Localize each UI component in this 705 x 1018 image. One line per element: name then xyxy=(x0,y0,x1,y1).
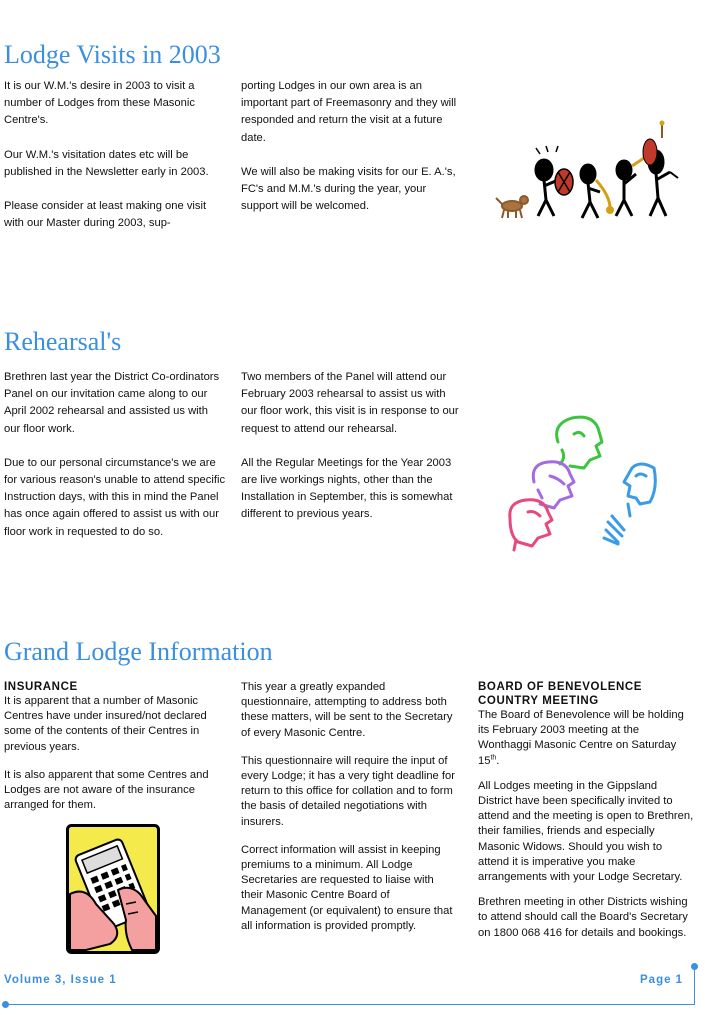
footer-divider-vertical xyxy=(694,966,695,1004)
insurance-heading: INSURANCE xyxy=(4,681,78,693)
section-title-rehearsals: Rehearsal's xyxy=(4,327,122,356)
ordinal-suffix: th xyxy=(490,753,497,761)
board-heading-line-2: COUNTRY MEETING xyxy=(478,695,599,707)
paragraph: Please consider at least making one visit with our Master during 2003, sup- xyxy=(4,200,207,230)
grand-column-3 xyxy=(478,680,694,941)
section-title-lodge-visits: Lodge Visits in 2003 xyxy=(4,40,221,69)
paragraph: All Lodges meeting in the Gippsland District have been specifically invited to attend and the meeting is open to Brethren, their families, friends and especially Masonic Widows. Should you wish to attend it is imperative you make arrangements with your Lodge Secretary. xyxy=(478,779,694,884)
paragraph: This questionnaire will require the input of every Lodge; it has a very tight deadline for return to this office for collation and to form the basis of detailed negotiations with insurers. xyxy=(241,754,455,828)
paragraph: porting Lodges in our own area is an important part of Freemasonry and they will responded and return the visit at a future date. xyxy=(241,80,457,144)
footer-dot-top-right xyxy=(691,963,698,970)
section-title-grand-lodge: Grand Lodge Information xyxy=(4,637,273,666)
paragraph: It is also apparent that some Centres and Lodges are not aware of the insurance arranged for them. xyxy=(4,768,209,812)
grand-column-1 xyxy=(4,680,226,813)
visits-column-1 xyxy=(4,78,226,232)
paragraph: We will also be making visits for our E. A.'s, FC's and M.M.'s during the year, your support will be welcomed. xyxy=(241,165,456,213)
sentence-end: . xyxy=(496,754,500,767)
paragraph: Our W.M.'s visitation dates etc will be published in the Newsletter early in 2003. xyxy=(4,148,209,178)
paragraph: Two members of the Panel will attend our February 2003 rehearsal to assist us with our floor work, this visit is in response to our request to attend our rehearsal. xyxy=(241,371,459,435)
paragraph xyxy=(478,708,694,769)
paragraph: Brethren meeting in other Districts wishing to attend should call the Board's Secretary on 1800 068 416 for details and bookings. xyxy=(478,896,688,939)
calculator-illustration xyxy=(66,824,160,954)
paragraph: It is apparent that a number of Masonic Centres have under insured/not declared some of the contents of their Centres in previous years. xyxy=(4,695,207,753)
footer-divider xyxy=(5,1004,695,1005)
paragraph: This year a greatly expanded questionnaire, attempting to address both these matters, will be sent to the Secretary of every Masonic Centre. xyxy=(241,681,453,739)
visits-column-2 xyxy=(241,78,459,215)
rehearsal-column-1 xyxy=(4,369,226,541)
board-meeting-text: The Board of Benevolence will be holding its February 2003 meeting at the Wonthaggi Masonic Centre on Saturday 15 xyxy=(478,709,684,767)
footer-volume-issue: Volume 3, Issue 1 xyxy=(4,974,117,986)
paragraph: Brethren last year the District Co-ordinators Panel on our invitation came along to our April 2002 rehearsal and assisted us with our floor work. xyxy=(4,371,220,435)
rehearsal-column-2 xyxy=(241,369,459,524)
paragraph: Due to our personal circumstance's we are for various reason's unable to attend specific Instruction days, with this in mind the Panel has once again offered to assist us with our floor work in requested to do so. xyxy=(4,456,226,538)
paragraph: It is our W.M.'s desire in 2003 to visit a number of Lodges from these Masonic Centre's. xyxy=(4,80,195,127)
marching-band-illustration xyxy=(486,118,686,226)
paragraph: All the Regular Meetings for the Year 2003 are live workings nights, other than the Installation in September, this is somewhat different to previous years. xyxy=(241,456,453,521)
grand-column-2 xyxy=(241,680,457,934)
paragraph: Correct information will assist in keeping premiums to a minimum. All Lodge Secretaries are requested to liaise with their Masonic Centre Board of Management (or equivalent) to ensure that all information is provided promptly. xyxy=(241,843,453,932)
faces-illustration xyxy=(500,412,670,560)
footer-dot-left xyxy=(2,1001,9,1008)
board-heading-line-1: BOARD OF BENEVOLENCE xyxy=(478,681,643,693)
footer-page-number: Page 1 xyxy=(640,974,684,986)
